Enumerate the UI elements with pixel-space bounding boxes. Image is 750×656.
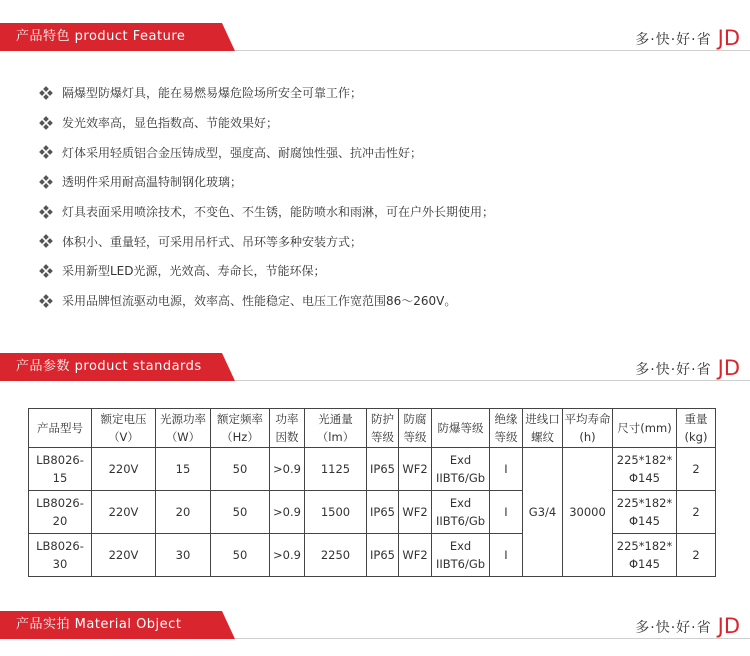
list-item	[40, 78, 494, 108]
cell-text: Φ145	[628, 514, 660, 528]
table-row	[29, 448, 716, 491]
power-factor-cell: >0.9	[270, 491, 305, 534]
header-unit: 因数	[275, 430, 299, 444]
cell-text: IIBT6/Gb	[435, 514, 486, 528]
header-text: 防爆等级	[437, 421, 484, 435]
insulation-cell: I	[490, 448, 523, 491]
header-unit: 等级	[371, 430, 394, 444]
weight-cell: 2	[677, 491, 716, 534]
size-cell	[613, 534, 677, 577]
section-title: 产品特色 product Feature	[16, 29, 186, 44]
column-header	[211, 409, 270, 448]
ip-cell: IP65	[367, 491, 399, 534]
header-text: 防护	[371, 412, 394, 426]
column-header	[305, 409, 367, 448]
brand-logo: JD	[717, 26, 740, 50]
header-text: 功率	[275, 412, 299, 426]
diamond-bullet-icon	[40, 176, 52, 188]
frequency-cell: 50	[211, 534, 270, 577]
column-header	[367, 409, 399, 448]
ip-cell: IP65	[367, 534, 399, 577]
diamond-bullet-icon	[40, 265, 52, 277]
anticorrosion-cell: WF2	[399, 491, 432, 534]
cell-text: Φ145	[628, 471, 660, 485]
brand-logo: JD	[717, 356, 740, 380]
cell-text: LB8026-	[36, 539, 84, 553]
column-header	[613, 409, 677, 448]
cell-text: 15	[52, 471, 68, 485]
frequency-cell: 50	[211, 448, 270, 491]
header-text: 重量	[684, 412, 708, 426]
list-item	[40, 197, 494, 227]
cell-text: LB8026-	[36, 496, 84, 510]
insulation-cell: I	[490, 534, 523, 577]
diamond-bullet-icon	[40, 117, 52, 129]
cell-text: LB8026-	[36, 453, 84, 467]
cell-text: IIBT6/Gb	[435, 557, 486, 571]
section-title: 产品实拍 Material Object	[16, 617, 182, 632]
power-factor-cell: >0.9	[270, 448, 305, 491]
brand-slogan	[635, 611, 740, 639]
column-header	[523, 409, 563, 448]
header-text: 防腐	[403, 412, 427, 426]
anticorrosion-cell: WF2	[399, 534, 432, 577]
header-unit: 等级	[403, 430, 427, 444]
diamond-bullet-icon	[40, 206, 52, 218]
table-header-row	[29, 409, 716, 448]
model-cell	[29, 534, 92, 577]
list-item	[40, 167, 494, 197]
size-cell	[613, 448, 677, 491]
feature-text: 发光效率高，显色指数高、节能效果好；	[62, 116, 279, 131]
slogan-text: 多·快·好·省	[635, 362, 712, 378]
feature-text: 采用新型LED光源，光效高、寿命长，节能环保；	[62, 264, 326, 279]
flux-cell: 1500	[305, 491, 367, 534]
explosion-proof-cell	[432, 491, 490, 534]
cell-text: 20	[52, 514, 68, 528]
header-text: 平均寿命	[564, 412, 611, 426]
brand-slogan	[635, 353, 740, 381]
header-text: 额定频率	[217, 412, 263, 426]
cell-text: 225*182*	[616, 496, 673, 510]
flux-cell: 2250	[305, 534, 367, 577]
brand-slogan	[635, 23, 740, 51]
header-unit: (h)	[579, 430, 596, 444]
voltage-cell: 220V	[92, 448, 156, 491]
flux-cell: 1125	[305, 448, 367, 491]
column-header	[92, 409, 156, 448]
feature-text: 采用品牌恒流驱动电源，效率高、性能稳定、电压工作宽范围86～260V。	[62, 294, 457, 309]
feature-text: 体积小、重量轻，可采用吊杆式、吊环等多种安装方式；	[62, 234, 363, 249]
header-text: 产品型号	[37, 421, 83, 435]
feature-section-header	[0, 23, 750, 51]
header-unit: （lm）	[316, 430, 355, 444]
weight-cell: 2	[677, 448, 716, 491]
list-item	[40, 286, 494, 316]
feature-text: 透明件采用耐高温特制钢化玻璃；	[62, 175, 243, 190]
cell-text: Φ145	[628, 557, 660, 571]
cell-text: Exd	[449, 539, 472, 553]
power-cell: 20	[156, 491, 211, 534]
column-header	[156, 409, 211, 448]
power-cell: 15	[156, 448, 211, 491]
header-unit: （V）	[108, 430, 139, 444]
feature-list	[40, 78, 494, 316]
column-header	[677, 409, 716, 448]
size-cell	[613, 491, 677, 534]
cell-text: Exd	[449, 496, 472, 510]
diamond-bullet-icon	[40, 235, 52, 247]
voltage-cell: 220V	[92, 491, 156, 534]
cell-text: IIBT6/Gb	[435, 471, 486, 485]
column-header	[399, 409, 432, 448]
header-unit: （Hz）	[221, 430, 259, 444]
column-header	[29, 409, 92, 448]
voltage-cell: 220V	[92, 534, 156, 577]
list-item	[40, 108, 494, 138]
section-title: 产品参数 product standards	[16, 359, 202, 374]
table-row	[29, 534, 716, 577]
header-unit: (kg)	[684, 430, 708, 444]
power-cell: 30	[156, 534, 211, 577]
header-unit: 等级	[494, 430, 518, 444]
lifetime-cell: 30000	[563, 448, 613, 577]
cell-text: Exd	[449, 453, 472, 467]
cell-text: 30	[52, 557, 68, 571]
column-header	[563, 409, 613, 448]
model-cell	[29, 448, 92, 491]
column-header	[490, 409, 523, 448]
ip-cell: IP65	[367, 448, 399, 491]
slogan-text: 多·快·好·省	[635, 620, 712, 636]
anticorrosion-cell: WF2	[399, 448, 432, 491]
diamond-bullet-icon	[40, 87, 52, 99]
cell-text: 225*182*	[616, 539, 673, 553]
cell-text: 225*182*	[616, 453, 673, 467]
power-factor-cell: >0.9	[270, 534, 305, 577]
list-item	[40, 226, 494, 256]
material-section-header	[0, 611, 750, 639]
header-text: 额定电压	[100, 412, 147, 426]
header-unit: （W）	[165, 430, 201, 444]
table-row	[29, 491, 716, 534]
frequency-cell: 50	[211, 491, 270, 534]
feature-text: 隔爆型防爆灯具，能在易燃易爆危险场所安全可靠工作；	[62, 86, 363, 101]
header-text: 尺寸(mm)	[617, 421, 672, 435]
list-item	[40, 256, 494, 286]
list-item	[40, 137, 494, 167]
header-text: 光通量	[318, 412, 353, 426]
header-unit: 螺纹	[531, 430, 554, 444]
model-cell	[29, 491, 92, 534]
thread-cell: G3/4	[523, 448, 563, 577]
explosion-proof-cell	[432, 448, 490, 491]
feature-text: 灯体采用轻质铝合金压铸成型，强度高、耐腐蚀性强、抗冲击性好；	[62, 145, 423, 160]
header-text: 绝缘	[494, 412, 518, 426]
header-text: 光源功率	[160, 412, 206, 426]
insulation-cell: I	[490, 491, 523, 534]
standards-section-header	[0, 353, 750, 381]
brand-logo: JD	[717, 614, 740, 638]
diamond-bullet-icon	[40, 295, 52, 307]
slogan-text: 多·快·好·省	[635, 32, 712, 48]
explosion-proof-cell	[432, 534, 490, 577]
column-header	[270, 409, 305, 448]
feature-text: 灯具表面采用喷涂技术，不变色、不生锈，能防喷水和雨淋，可在户外长期使用；	[62, 205, 495, 220]
weight-cell: 2	[677, 534, 716, 577]
column-header	[432, 409, 490, 448]
spec-table	[28, 408, 716, 577]
diamond-bullet-icon	[40, 146, 52, 158]
header-text: 进线口	[525, 412, 560, 426]
